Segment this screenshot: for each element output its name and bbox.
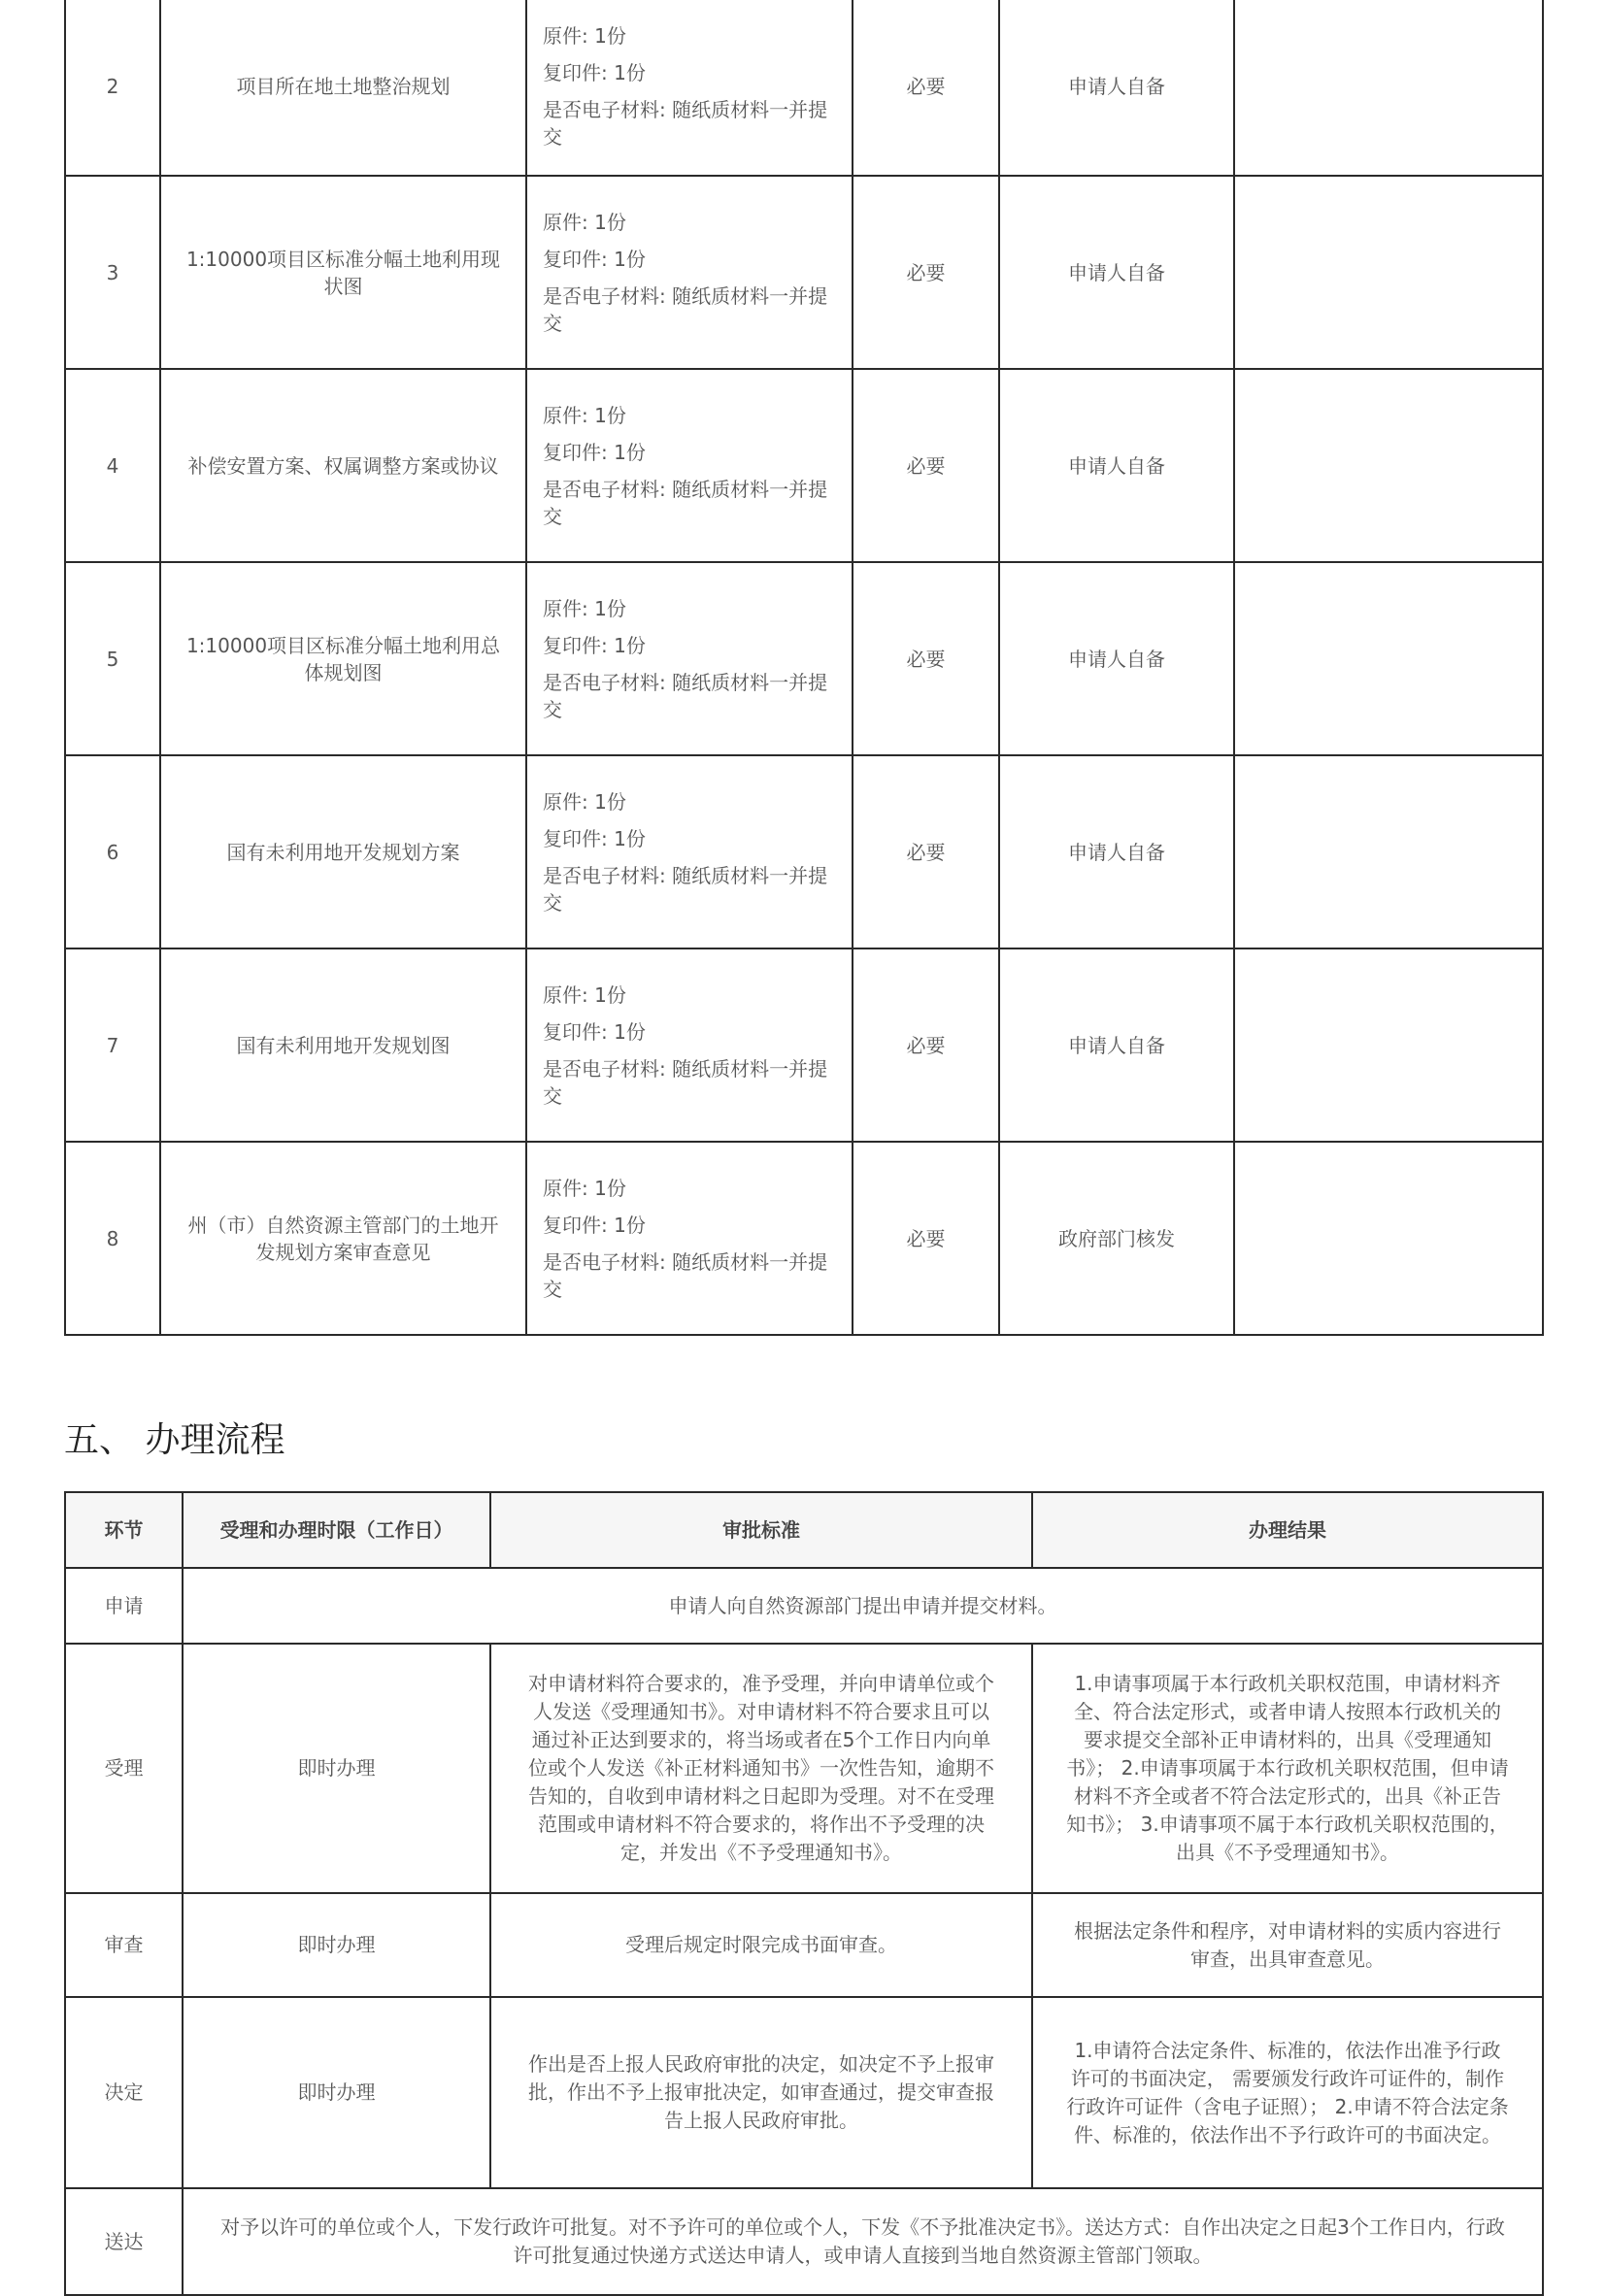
material-required: 必要 bbox=[853, 0, 999, 176]
material-name: 国有未利用地开发规划图 bbox=[160, 948, 526, 1142]
electronic-note: 是否电子材料: 随纸质材料一并提交 bbox=[543, 1249, 828, 1301]
process-row-apply bbox=[65, 1568, 1543, 1644]
material-form bbox=[526, 948, 853, 1142]
material-form bbox=[526, 176, 853, 369]
stage-cell: 送达 bbox=[65, 2188, 183, 2295]
section-title: 五、 办理流程 bbox=[64, 1420, 285, 1460]
material-source: 申请人自备 bbox=[999, 755, 1234, 948]
material-row bbox=[65, 1142, 1543, 1335]
material-required: 必要 bbox=[853, 948, 999, 1142]
material-source: 申请人自备 bbox=[999, 562, 1234, 755]
material-remark bbox=[1234, 948, 1543, 1142]
header-standard: 审批标准 bbox=[490, 1492, 1032, 1568]
material-source: 申请人自备 bbox=[999, 0, 1234, 176]
copy-count: 复印件: 1份 bbox=[543, 633, 646, 657]
material-row bbox=[65, 0, 1543, 176]
material-name: 1:10000项目区标准分幅土地利用总体规划图 bbox=[160, 562, 526, 755]
material-remark bbox=[1234, 176, 1543, 369]
material-source: 政府部门核发 bbox=[999, 1142, 1234, 1335]
time-cell: 即时办理 bbox=[183, 1644, 490, 1893]
material-source: 申请人自备 bbox=[999, 176, 1234, 369]
process-row-accept bbox=[65, 1644, 1543, 1893]
material-source: 申请人自备 bbox=[999, 948, 1234, 1142]
material-form bbox=[526, 562, 853, 755]
time-cell: 即时办理 bbox=[183, 1997, 490, 2188]
material-required: 必要 bbox=[853, 369, 999, 562]
original-count: 原件: 1份 bbox=[543, 789, 626, 814]
material-required: 必要 bbox=[853, 562, 999, 755]
material-number: 8 bbox=[65, 1142, 160, 1335]
copy-count: 复印件: 1份 bbox=[543, 826, 646, 850]
material-required: 必要 bbox=[853, 176, 999, 369]
material-remark bbox=[1234, 562, 1543, 755]
material-number: 6 bbox=[65, 755, 160, 948]
stage-cell: 决定 bbox=[65, 1997, 183, 2188]
time-cell: 即时办理 bbox=[183, 1893, 490, 1997]
material-form bbox=[526, 755, 853, 948]
standard-cell: 作出是否上报人民政府审批的决定，如决定不予上报审批，作出不予上报审批决定，如审查通过，提交审查报告上报人民政府审批。 bbox=[490, 1997, 1032, 2188]
header-stage: 环节 bbox=[65, 1492, 183, 1568]
material-name: 国有未利用地开发规划方案 bbox=[160, 755, 526, 948]
original-count: 原件: 1份 bbox=[543, 24, 626, 48]
copy-count: 复印件: 1份 bbox=[543, 61, 646, 84]
process-row-review bbox=[65, 1893, 1543, 1997]
copy-count: 复印件: 1份 bbox=[543, 440, 646, 464]
apply-text: 申请人向自然资源部门提出申请并提交材料。 bbox=[183, 1568, 1543, 1644]
result-cell: 根据法定条件和程序，对申请材料的实质内容进行审查，出具审查意见。 bbox=[1032, 1893, 1543, 1997]
material-required: 必要 bbox=[853, 755, 999, 948]
material-remark bbox=[1234, 0, 1543, 176]
process-row-deliver bbox=[65, 2188, 1543, 2295]
material-name: 1:10000项目区标准分幅土地利用现状图 bbox=[160, 176, 526, 369]
material-remark bbox=[1234, 1142, 1543, 1335]
original-count: 原件: 1份 bbox=[543, 982, 626, 1007]
electronic-note: 是否电子材料: 随纸质材料一并提交 bbox=[543, 863, 828, 915]
material-row bbox=[65, 369, 1543, 562]
process-table bbox=[64, 1491, 1544, 2296]
original-count: 原件: 1份 bbox=[543, 403, 626, 427]
electronic-note: 是否电子材料: 随纸质材料一并提交 bbox=[543, 283, 828, 335]
electronic-note: 是否电子材料: 随纸质材料一并提交 bbox=[543, 1056, 828, 1108]
standard-cell: 受理后规定时限完成书面审查。 bbox=[490, 1893, 1032, 1997]
electronic-note: 是否电子材料: 随纸质材料一并提交 bbox=[543, 98, 828, 149]
stage-cell: 申请 bbox=[65, 1568, 183, 1644]
material-number: 5 bbox=[65, 562, 160, 755]
material-name: 项目所在地土地整治规划 bbox=[160, 0, 526, 176]
material-number: 2 bbox=[65, 0, 160, 176]
material-source: 申请人自备 bbox=[999, 369, 1234, 562]
electronic-note: 是否电子材料: 随纸质材料一并提交 bbox=[543, 670, 828, 721]
original-count: 原件: 1份 bbox=[543, 1176, 626, 1200]
material-required: 必要 bbox=[853, 1142, 999, 1335]
header-result: 办理结果 bbox=[1032, 1492, 1543, 1568]
copy-count: 复印件: 1份 bbox=[543, 1213, 646, 1237]
material-row bbox=[65, 755, 1543, 948]
material-number: 3 bbox=[65, 176, 160, 369]
material-name: 补偿安置方案、权属调整方案或协议 bbox=[160, 369, 526, 562]
material-number: 4 bbox=[65, 369, 160, 562]
header-time: 受理和办理时限（工作日） bbox=[183, 1492, 490, 1568]
original-count: 原件: 1份 bbox=[543, 596, 626, 620]
original-count: 原件: 1份 bbox=[543, 210, 626, 234]
electronic-note: 是否电子材料: 随纸质材料一并提交 bbox=[543, 477, 828, 528]
material-remark bbox=[1234, 369, 1543, 562]
materials-table bbox=[64, 0, 1544, 1336]
stage-cell: 受理 bbox=[65, 1644, 183, 1893]
standard-cell: 对申请材料符合要求的，准予受理，并向申请单位或个人发送《受理通知书》。对申请材料不符合要求且可以通过补正达到要求的，将当场或者在5个工作日内向单位或个人发送《补正材料通知书》一次性告知，逾期不告知的，自收到申请材料之日起即为受理。对不在受理范围或申请材料不符合要求的，将作出不予受理的决定，并发出《不予受理通知书》。 bbox=[490, 1644, 1032, 1893]
process-row-decide bbox=[65, 1997, 1543, 2188]
material-form bbox=[526, 0, 853, 176]
material-remark bbox=[1234, 755, 1543, 948]
result-cell: 1.申请符合法定条件、标准的，依法作出准予行政许可的书面决定， 需要颁发行政许可证件的，制作行政许可证件（含电子证照）； 2.申请不符合法定条件、标准的，依法作出不予行政许可的书面决定。 bbox=[1032, 1997, 1543, 2188]
copy-count: 复印件: 1份 bbox=[543, 1019, 646, 1044]
process-header-row bbox=[65, 1492, 1543, 1568]
result-cell: 1.申请事项属于本行政机关职权范围，申请材料齐全、符合法定形式，或者申请人按照本行政机关的要求提交全部补正申请材料的，出具《受理通知书》； 2.申请事项属于本行政机关职权范围，但申请材料不齐全或者不符合法定形式的，出具《补正告知书》； 3.申请事项不属于本行政机关职权范围的，出具《不予受理通知书》。 bbox=[1032, 1644, 1543, 1893]
copy-count: 复印件: 1份 bbox=[543, 247, 646, 271]
material-form bbox=[526, 369, 853, 562]
deliver-text: 对予以许可的单位或个人，下发行政许可批复。对不予许可的单位或个人，下发《不予批准决定书》。送达方式：自作出决定之日起3个工作日内，行政许可批复通过快递方式送达申请人，或申请人直接到当地自然资源主管部门领取。 bbox=[183, 2188, 1543, 2295]
material-row bbox=[65, 562, 1543, 755]
stage-cell: 审查 bbox=[65, 1893, 183, 1997]
material-row bbox=[65, 948, 1543, 1142]
material-number: 7 bbox=[65, 948, 160, 1142]
material-name: 州（市）自然资源主管部门的土地开发规划方案审查意见 bbox=[160, 1142, 526, 1335]
material-row bbox=[65, 176, 1543, 369]
material-form bbox=[526, 1142, 853, 1335]
